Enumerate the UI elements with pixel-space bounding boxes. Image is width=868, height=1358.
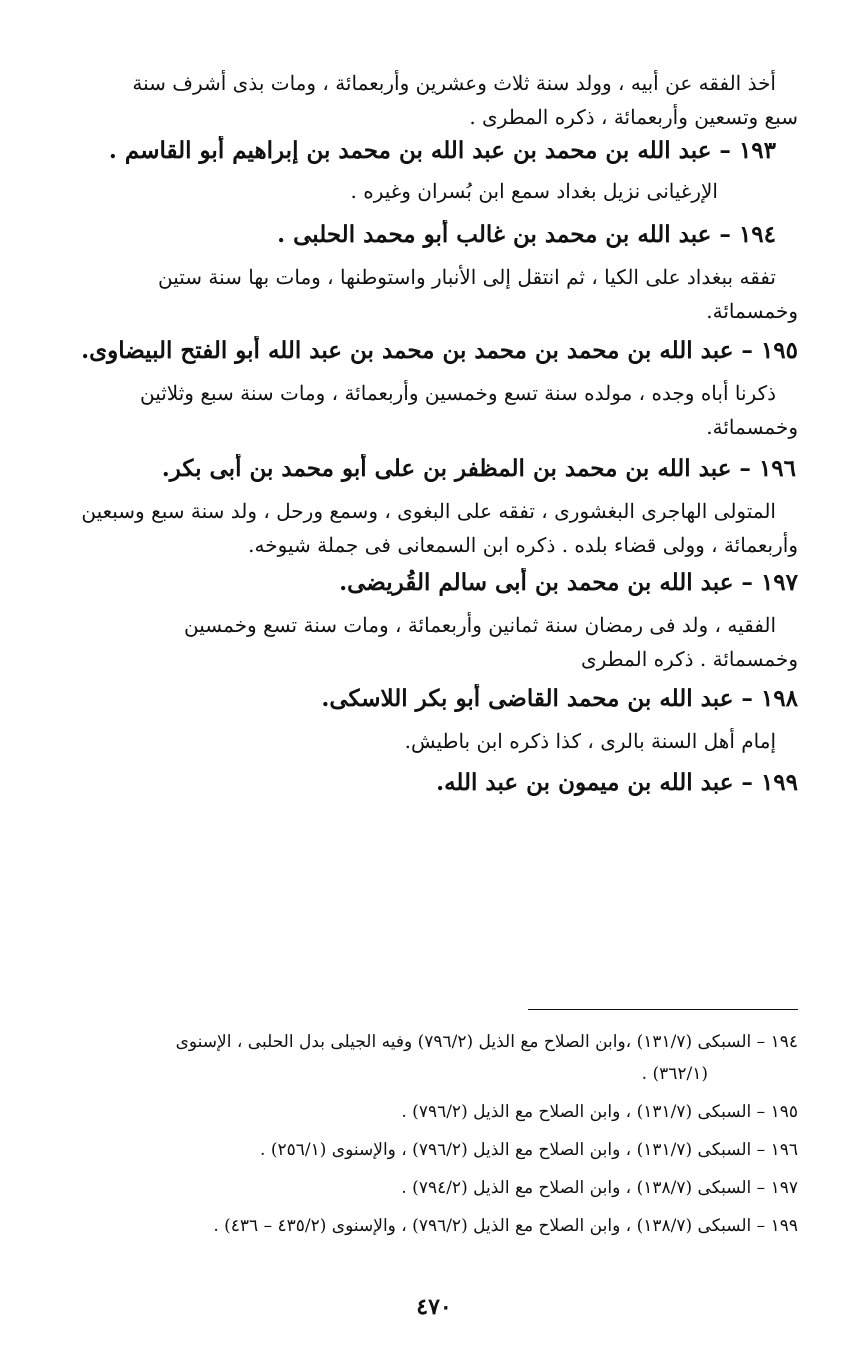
biography-entry: [50, 454, 798, 558]
entry-body: [50, 380, 798, 440]
entry-heading: ١٩٨ – عبد الله بن محمد القاضى أبو بكر اللاسكى.: [321, 685, 798, 712]
entry-body: [50, 612, 798, 672]
body-line: تفقه ببغداد على الكيا ، ثم انتقل إلى الأنبار واستوطنها ، ومات بها سنة ستين: [158, 265, 776, 289]
biography-entry: [50, 220, 798, 324]
entry-heading: ١٩٣ – عبد الله بن محمد بن عبد الله بن محمد بن إبراهيم أبو القاسم .: [108, 137, 776, 164]
entry-heading: ١٩٤ – عبد الله بن محمد بن غالب أبو محمد الحلبى .: [277, 221, 776, 248]
biography-entry: [50, 768, 798, 798]
body-line: أخذ الفقه عن أبيه ، وولد سنة ثلاث وعشرين وأربعمائة ، ومات بذى أشرف سنة: [132, 71, 776, 95]
body-line: الإرغيانى نزيل بغداد سمع ابن بُسران وغيره .: [350, 179, 718, 203]
entry-heading: ١٩٦ – عبد الله بن محمد بن المظفر بن على أبو محمد بن أبى بكر.: [161, 455, 796, 482]
footnotes: [40, 1030, 798, 1238]
footnote-line: ١٩٧ – السبكى (١٣٨/٧) ، وابن الصلاح مع الذيل (٧٩٤/٢) .: [401, 1178, 798, 1198]
entry-body: [50, 728, 798, 754]
footnote-separator: [528, 1009, 798, 1010]
footnote-line: ١٩٦ – السبكى (١٣١/٧) ، وابن الصلاح مع الذيل (٧٩٦/٢) ، والإسنوى (٢٥٦/١) .: [260, 1140, 798, 1160]
footnote-line: ١٩٩ – السبكى (١٣٨/٧) ، وابن الصلاح مع الذيل (٧٩٦/٢) ، والإسنوى (٤٣٥/٢ – ٤٣٦) .: [213, 1216, 798, 1236]
entry-body: [50, 178, 798, 204]
body-line: وخمسمائة.: [706, 299, 798, 323]
biography-entry: [50, 568, 798, 672]
biography-entry: [50, 684, 798, 754]
body-line: وخمسمائة . ذكره المطرى: [580, 647, 798, 671]
footnote-line: (٣٦٢/١) .: [641, 1064, 708, 1084]
body-line: المتولى الهاجرى البغشورى ، تفقه على البغوى ، وسمع ورحل ، ولد سنة سبع وسبعين: [81, 499, 776, 523]
intro-paragraph: [50, 70, 798, 130]
page-number: ٤٧٠: [416, 1294, 452, 1320]
biography-entry: [50, 136, 798, 204]
entry-heading: ١٩٧ – عبد الله بن محمد بن أبى سالم القُريضى.: [339, 569, 798, 596]
body-line: ذكرنا أباه وجده ، مولده سنة تسع وخمسين وأربعمائة ، ومات سنة سبع وثلاثين: [139, 381, 776, 405]
body-line: وخمسمائة.: [706, 415, 798, 439]
biography-entry: [50, 336, 798, 440]
footnote-line: ١٩٤ – السبكى (١٣١/٧) ،وابن الصلاح مع الذيل (٧٩٦/٢) وفيه الجيلى بدل الحلبى ، الإسنوى: [175, 1032, 798, 1052]
entry-heading: ١٩٥ – عبد الله بن محمد بن محمد بن محمد بن عبد الله أبو الفتح البيضاوى.: [81, 337, 798, 364]
body-line: إمام أهل السنة بالرى ، كذا ذكره ابن باطيش.: [404, 729, 776, 753]
body-line: وأربعمائة ، وولى قضاء بلده . ذكره ابن السمعانى فى جملة شيوخه.: [248, 533, 798, 557]
entry-heading: ١٩٩ – عبد الله بن ميمون بن عبد الله.: [436, 769, 798, 796]
entry-body: [50, 498, 798, 558]
footnote-line: ١٩٥ – السبكى (١٣١/٧) ، وابن الصلاح مع الذيل (٧٩٦/٢) .: [401, 1102, 798, 1122]
body-line: الفقيه ، ولد فى رمضان سنة ثمانين وأربعمائة ، ومات سنة تسع وخمسين: [184, 613, 776, 637]
entry-body: [50, 264, 798, 324]
body-line: سبع وتسعين وأربعمائة ، ذكره المطرى .: [469, 105, 798, 129]
